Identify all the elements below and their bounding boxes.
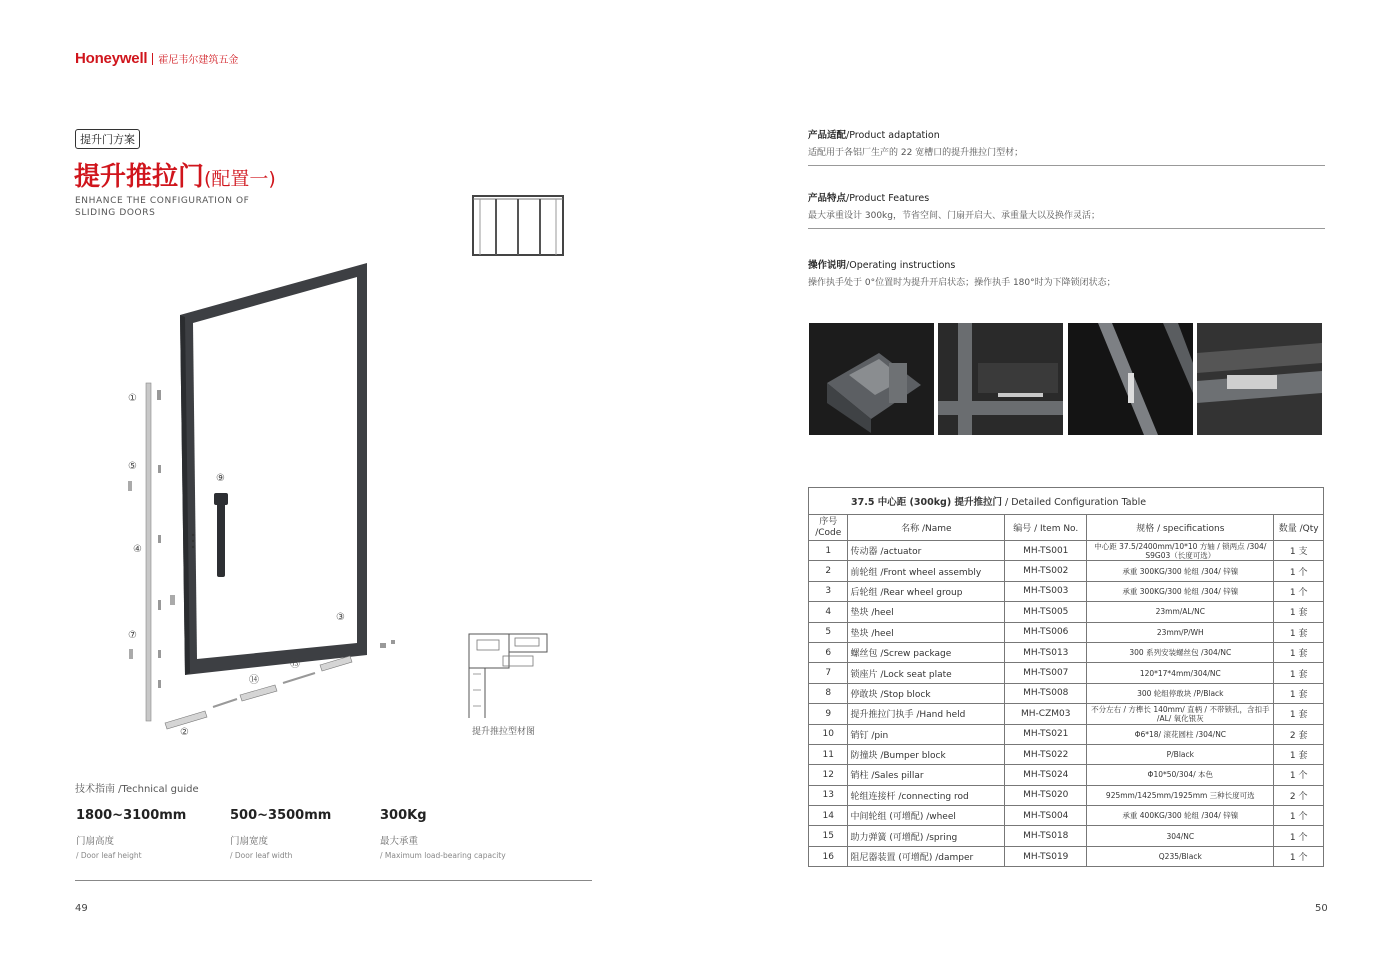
- profile-cross-section: [463, 630, 553, 720]
- section-body: 适配用于各铝厂生产的 22 宽槽口的提升推拉门型材；: [808, 148, 1024, 158]
- door-elevation-thumbnail: [472, 195, 564, 257]
- cell-spec: Φ6*18/ 滚花圆柱 /304/NC: [1087, 724, 1274, 744]
- cell-item-no: MH-TS020: [1005, 785, 1087, 805]
- spec-door-height: [76, 808, 246, 860]
- table-row: [809, 724, 1324, 744]
- cell-qty: 1 套: [1274, 602, 1324, 622]
- cell-name: 销柱 /Sales pillar: [848, 765, 1005, 785]
- cell-spec: Φ10*50/304/ 本色: [1087, 765, 1274, 785]
- spec-label-cn: 最大承重: [380, 836, 419, 847]
- title-main: 提升推拉门: [74, 162, 205, 192]
- section-divider: [808, 165, 1325, 166]
- cell-qty: 1 支: [1274, 541, 1324, 561]
- cell-qty: 1 套: [1274, 744, 1324, 764]
- cell-qty: 2 个: [1274, 785, 1324, 805]
- callout-3: ③: [336, 612, 345, 623]
- cell-spec: 925mm/1425mm/1925mm 三种长度可选: [1087, 785, 1274, 805]
- table-row: [809, 806, 1324, 826]
- cell-qty: 1 个: [1274, 765, 1324, 785]
- section-title-cn: 产品特点: [808, 193, 847, 204]
- cell-spec: 不分左右 / 方榫长 140mm/ 直柄 / 不带锁孔，含扣手 /AL/ 氧化银灰: [1087, 704, 1274, 724]
- cell-item-no: MH-TS022: [1005, 744, 1087, 764]
- brand-name-cn: 霍尼韦尔建筑五金: [158, 55, 239, 66]
- table-caption: [809, 488, 1324, 515]
- spec-label-en: / Door leaf width: [230, 851, 293, 860]
- section-title-cn: 产品适配: [808, 130, 847, 141]
- cell-spec: 23mm/AL/NC: [1087, 602, 1274, 622]
- table-caption-cn: 37.5 中心距 (300kg) 提升推拉门: [851, 497, 1002, 508]
- cell-name: 传动器 /actuator: [848, 541, 1005, 561]
- section-body: 操作执手处于 0°位置时为提升开启状态；操作执手 180°时为下降锁闭状态；: [808, 278, 1116, 288]
- product-photo-profile: [809, 323, 934, 435]
- table-row: [809, 704, 1324, 724]
- callout-14: ⑭: [249, 675, 259, 686]
- table-row: [809, 581, 1324, 601]
- table-row: [809, 541, 1324, 561]
- brand-logo: Honeywell: [75, 50, 148, 67]
- cell-name: 阻尼器装置 (可增配) /damper: [848, 846, 1005, 866]
- cell-item-no: MH-TS008: [1005, 683, 1087, 703]
- title-sub: (配置一): [204, 168, 276, 190]
- cell-name: 螺丝包 /Screw package: [848, 642, 1005, 662]
- cell-name: 垫块 /heel: [848, 622, 1005, 642]
- callout-2: ②: [180, 727, 189, 738]
- table-row: [809, 744, 1324, 764]
- table-row: [809, 602, 1324, 622]
- left-divider: [75, 880, 592, 881]
- table-row: [809, 765, 1324, 785]
- section-title-cn: 操作说明: [808, 260, 847, 271]
- cell-code: 9: [809, 704, 848, 724]
- cell-name: 锁座片 /Lock seat plate: [848, 663, 1005, 683]
- cell-name: 垫块 /heel: [848, 602, 1005, 622]
- page-title: [74, 156, 276, 193]
- cell-code: 11: [809, 744, 848, 764]
- callout-5: ⑤: [128, 461, 137, 472]
- callout-7: ⑦: [128, 630, 137, 641]
- section-body: 最大承重设计 300kg，节省空间、门扇开启大、承重量大以及换作灵活；: [808, 211, 1100, 221]
- cell-item-no: MH-TS002: [1005, 561, 1087, 581]
- cell-code: 6: [809, 642, 848, 662]
- spec-label-en: / Maximum load-bearing capacity: [380, 851, 506, 860]
- table-row: [809, 622, 1324, 642]
- callout-4: ④: [133, 544, 142, 555]
- brand-separator: [152, 53, 153, 65]
- cell-qty: 1 套: [1274, 642, 1324, 662]
- cell-code: 2: [809, 561, 848, 581]
- cell-item-no: MH-TS019: [1005, 846, 1087, 866]
- table-row: [809, 785, 1324, 805]
- cell-spec: 承重 300KG/300 轮组 /304/ 锌镍: [1087, 581, 1274, 601]
- cell-qty: 1 个: [1274, 581, 1324, 601]
- cell-item-no: MH-TS004: [1005, 806, 1087, 826]
- spec-label-en: / Door leaf height: [76, 851, 142, 860]
- header-specifications: 规格 / specifications: [1087, 515, 1274, 541]
- table-row: [809, 561, 1324, 581]
- table-caption-en: / Detailed Configuration Table: [1002, 497, 1147, 508]
- subtitle-line-2: SLIDING DOORS: [75, 208, 156, 218]
- cell-qty: 1 套: [1274, 704, 1324, 724]
- cell-qty: 1 套: [1274, 622, 1324, 642]
- cell-spec: 承重 400KG/300 轮组 /304/ 锌镍: [1087, 806, 1274, 826]
- cell-spec: 300 系列安装螺丝包 /304/NC: [1087, 642, 1274, 662]
- cell-item-no: MH-TS013: [1005, 642, 1087, 662]
- table-row: [809, 683, 1324, 703]
- table-row: [809, 826, 1324, 846]
- section-title: [808, 127, 1325, 141]
- spec-value: 1800~3100mm: [76, 808, 187, 823]
- cell-item-no: MH-TS005: [1005, 602, 1087, 622]
- cell-name: 中间轮组 (可增配) /wheel: [848, 806, 1005, 826]
- spec-value: 500~3500mm: [230, 808, 332, 823]
- table-row: [809, 663, 1324, 683]
- brand-header: [75, 50, 238, 67]
- spec-label-cn: 门扇高度: [76, 836, 115, 847]
- door-exploded-drawing: [125, 255, 415, 750]
- cell-qty: 1 个: [1274, 846, 1324, 866]
- section-title-en: /Product Features: [846, 193, 930, 204]
- cell-name: 销钉 /pin: [848, 724, 1005, 744]
- callout-1: ①: [128, 393, 137, 404]
- cell-code: 12: [809, 765, 848, 785]
- spec-door-width: [230, 808, 400, 860]
- cell-name: 停敢块 /Stop block: [848, 683, 1005, 703]
- section-title-en: /Product adaptation: [846, 130, 940, 141]
- tech-guide-label: 技术指南 /Technical guide: [75, 784, 199, 795]
- cell-qty: 2 套: [1274, 724, 1324, 744]
- section-title: [808, 190, 1325, 204]
- spec-label-cn: 门扇宽度: [230, 836, 269, 847]
- spec-max-load: [380, 808, 570, 860]
- product-photo-wheel: [1197, 323, 1322, 435]
- callout-9: ⑨: [216, 473, 225, 484]
- cell-spec: P/Black: [1087, 744, 1274, 764]
- section-title-en: /Operating instructions: [846, 260, 956, 271]
- cell-spec: 304/NC: [1087, 826, 1274, 846]
- cell-qty: 1 个: [1274, 806, 1324, 826]
- cell-name: 轮组连接杆 /connecting rod: [848, 785, 1005, 805]
- cell-name: 后轮组 /Rear wheel group: [848, 581, 1005, 601]
- product-photo-corner: [938, 323, 1063, 435]
- cell-spec: 23mm/P/WH: [1087, 622, 1274, 642]
- cell-code: 10: [809, 724, 848, 744]
- cell-spec: 承重 300KG/300 轮组 /304/ 锌镍: [1087, 561, 1274, 581]
- cell-spec: 120*17*4mm/304/NC: [1087, 663, 1274, 683]
- cell-name: 前轮组 /Front wheel assembly: [848, 561, 1005, 581]
- header-item-no: 编号 / Item No.: [1005, 515, 1087, 541]
- cell-item-no: MH-TS003: [1005, 581, 1087, 601]
- cell-qty: 1 套: [1274, 683, 1324, 703]
- cell-item-no: MH-TS021: [1005, 724, 1087, 744]
- subtitle-line-1: ENHANCE THE CONFIGURATION OF: [75, 196, 250, 206]
- section-product-features: [808, 190, 1325, 229]
- cell-qty: 1 个: [1274, 561, 1324, 581]
- section-product-adaptation: [808, 127, 1325, 166]
- solution-tag: 提升门方案: [75, 129, 140, 149]
- page-subtitle: [75, 195, 275, 219]
- table-row: [809, 846, 1324, 866]
- cell-code: 15: [809, 826, 848, 846]
- callout-13: ⑬: [290, 659, 300, 670]
- table-row: [809, 642, 1324, 662]
- cell-code: 3: [809, 581, 848, 601]
- header-name: 名称 /Name: [848, 515, 1005, 541]
- cell-spec: 300 轮组停敢块 /P/Black: [1087, 683, 1274, 703]
- table-header-row: [809, 515, 1324, 541]
- cell-qty: 1 套: [1274, 663, 1324, 683]
- spec-value: 300Kg: [380, 808, 427, 823]
- cell-name: 助力弹簧 (可增配) /spring: [848, 826, 1005, 846]
- cell-name: 防撞块 /Bumper block: [848, 744, 1005, 764]
- cell-code: 7: [809, 663, 848, 683]
- cell-spec: Q235/Black: [1087, 846, 1274, 866]
- section-operating-instructions: [808, 257, 1325, 288]
- page-number-left: 49: [75, 903, 88, 914]
- cell-code: 13: [809, 785, 848, 805]
- cell-item-no: MH-TS024: [1005, 765, 1087, 785]
- header-qty: 数量 /Qty: [1274, 515, 1324, 541]
- section-title: [808, 257, 1325, 271]
- header-code: 序号 /Code: [809, 515, 848, 541]
- cell-qty: 1 个: [1274, 826, 1324, 846]
- profile-caption: 提升推拉型材图: [472, 727, 536, 737]
- cell-code: 1: [809, 541, 848, 561]
- cell-item-no: MH-CZM03: [1005, 704, 1087, 724]
- cell-item-no: MH-TS006: [1005, 622, 1087, 642]
- cell-code: 14: [809, 806, 848, 826]
- cell-item-no: MH-TS001: [1005, 541, 1087, 561]
- cell-item-no: MH-TS018: [1005, 826, 1087, 846]
- configuration-table: [808, 487, 1324, 867]
- page-number-right: 50: [1315, 903, 1328, 914]
- cell-name: 提升推拉门执手 /Hand held: [848, 704, 1005, 724]
- cell-code: 5: [809, 622, 848, 642]
- cell-code: 16: [809, 846, 848, 866]
- product-photo-actuator: [1068, 323, 1193, 435]
- cell-spec: 中心距 37.5/2400mm/10*10 方轴 / 锁两点 /304/ S9G03（长度可选）: [1087, 541, 1274, 561]
- section-divider: [808, 228, 1325, 229]
- cell-code: 4: [809, 602, 848, 622]
- cell-code: 8: [809, 683, 848, 703]
- cell-item-no: MH-TS007: [1005, 663, 1087, 683]
